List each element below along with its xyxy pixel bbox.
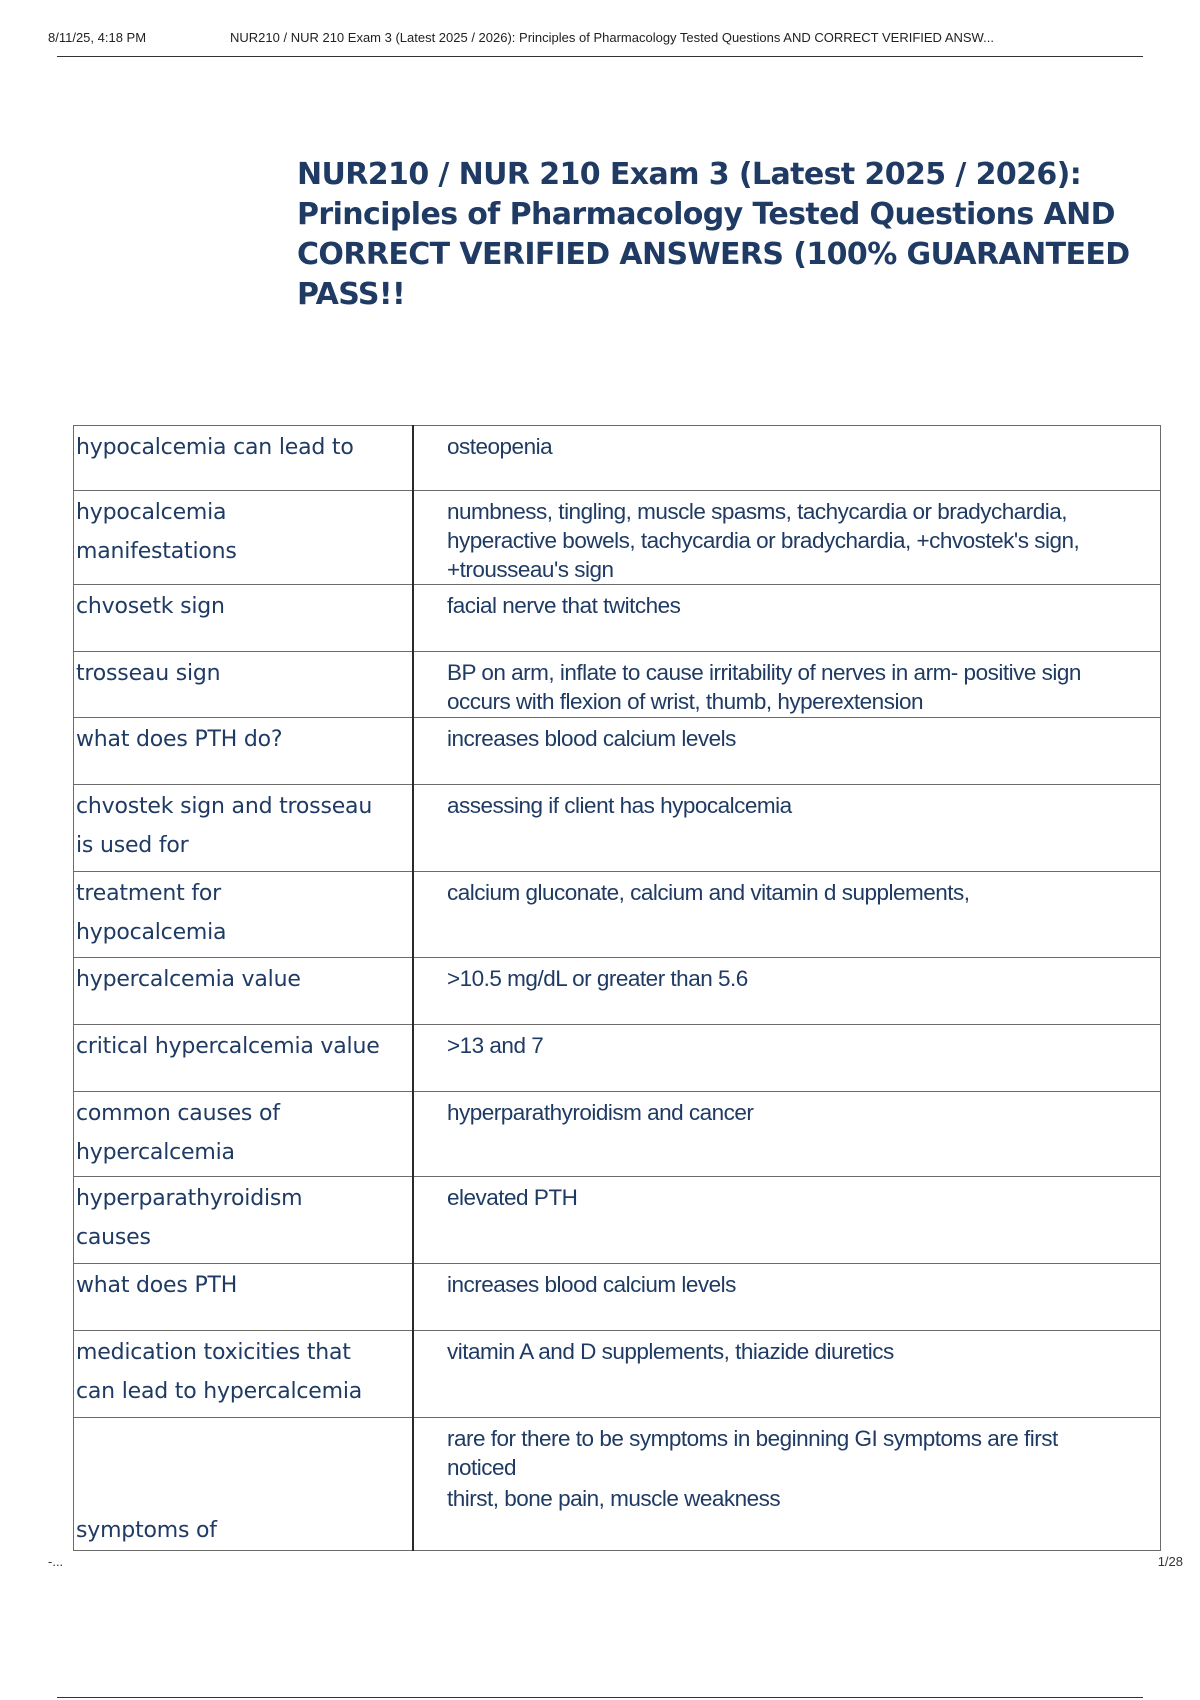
definition-cell: [413, 718, 1161, 785]
term-text: hypocalcemia can lead to: [76, 435, 354, 460]
definition-text: thirst, bone pain, muscle weakness: [447, 1486, 781, 1511]
print-page-title: NUR210 / NUR 210 Exam 3 (Latest 2025 / 2026): Principles of Pharmacology Tested Questions AND CORRECT VERIFIED ANSW...: [230, 30, 994, 45]
table-row: [74, 872, 1161, 958]
definition-cell: [413, 1264, 1161, 1331]
definition-cell: [413, 1418, 1161, 1551]
term-cell: [74, 1092, 414, 1177]
term-cell: [74, 585, 414, 652]
definition-cell: [413, 426, 1161, 491]
term-cell: [74, 872, 414, 958]
definition-cell: [413, 652, 1161, 718]
term-text: hypocalcemia: [76, 920, 227, 945]
term-cell: [74, 491, 414, 585]
definition-cell: [413, 491, 1161, 585]
table-row: [74, 1418, 1161, 1551]
term-text: what does PTH: [76, 1273, 238, 1298]
definition-text: elevated PTH: [447, 1185, 578, 1210]
term-text: hyperparathyroidism: [76, 1186, 303, 1211]
definition-text: occurs with flexion of wrist, thumb, hyperextension: [447, 689, 923, 714]
table-row: [74, 785, 1161, 872]
header-divider: [57, 56, 1143, 57]
term-text: medication toxicities that: [76, 1340, 351, 1365]
term-text: critical hypercalcemia value: [76, 1034, 380, 1059]
term-cell: [74, 718, 414, 785]
definition-text: BP on arm, inflate to cause irritability of nerves in arm- positive sign: [447, 660, 1081, 685]
term-cell: [74, 1025, 414, 1092]
table-row: [74, 958, 1161, 1025]
term-cell: [74, 1418, 414, 1551]
term-cell: [74, 426, 414, 491]
term-cell: [74, 1264, 414, 1331]
definition-text: vitamin A and D supplements, thiazide diuretics: [447, 1339, 894, 1364]
definition-cell: [413, 585, 1161, 652]
term-cell: [74, 958, 414, 1025]
table-row: [74, 652, 1161, 718]
term-text: causes: [76, 1225, 151, 1250]
definition-text: noticed: [447, 1455, 517, 1480]
term-text: hypercalcemia value: [76, 967, 301, 992]
definition-text: calcium gluconate, calcium and vitamin d supplements,: [447, 880, 970, 905]
definition-text: increases blood calcium levels: [447, 726, 736, 751]
definition-cell: [413, 785, 1161, 872]
definition-text: >10.5 mg/dL or greater than 5.6: [447, 966, 748, 991]
definition-text: facial nerve that twitches: [447, 593, 681, 618]
definition-cell: [413, 1092, 1161, 1177]
term-text: what does PTH do?: [76, 727, 283, 752]
table-row: [74, 1331, 1161, 1418]
table-row: [74, 718, 1161, 785]
term-text: is used for: [76, 833, 189, 858]
definition-cell: [413, 872, 1161, 958]
definition-text: +trousseau's sign: [447, 557, 614, 582]
flashcard-table: [73, 425, 1161, 1551]
table-row: [74, 1092, 1161, 1177]
definition-text: >13 and 7: [447, 1033, 544, 1058]
term-cell: [74, 1177, 414, 1264]
term-text: treatment for: [76, 881, 222, 906]
footer-divider: [57, 1697, 1143, 1698]
term-cell: [74, 785, 414, 872]
table-row: [74, 426, 1161, 491]
term-text: hypocalcemia: [76, 500, 227, 525]
term-cell: [74, 1331, 414, 1418]
document-title: NUR210 / NUR 210 Exam 3 (Latest 2025 / 2026): Principles of Pharmacology Tested Questions AND CORRECT VERIFIED ANSWERS (100% GUARANTEED PASS!!: [297, 157, 1130, 312]
definition-text: rare for there to be symptoms in beginning GI symptoms are first: [447, 1426, 1058, 1451]
definition-cell: [413, 1025, 1161, 1092]
table-row: [74, 1025, 1161, 1092]
definition-cell: [413, 958, 1161, 1025]
term-text: hypercalcemia: [76, 1140, 235, 1165]
table-row: [74, 585, 1161, 652]
term-text: manifestations: [76, 539, 237, 564]
term-text: can lead to hypercalcemia: [76, 1379, 363, 1404]
term-cell: [74, 652, 414, 718]
print-timestamp: 8/11/25, 4:18 PM: [48, 30, 147, 45]
term-text: chvosetk sign: [76, 594, 225, 619]
table-row: [74, 1177, 1161, 1264]
definition-text: osteopenia: [447, 434, 553, 459]
table-row: [74, 1264, 1161, 1331]
footer-url: -...: [48, 1554, 64, 1569]
table-row: [74, 491, 1161, 585]
definition-text: assessing if client has hypocalcemia: [447, 793, 792, 818]
definition-text: hyperactive bowels, tachycardia or bradychardia, +chvostek's sign,: [447, 528, 1080, 553]
definition-cell: [413, 1177, 1161, 1264]
definition-text: increases blood calcium levels: [447, 1272, 736, 1297]
definition-text: numbness, tingling, muscle spasms, tachycardia or bradychardia,: [447, 499, 1068, 524]
definition-text: hyperparathyroidism and cancer: [447, 1100, 754, 1125]
term-text: trosseau sign: [76, 661, 221, 686]
term-text: symptoms of: [76, 1518, 217, 1543]
term-text: common causes of: [76, 1101, 280, 1126]
page-number: 1/28: [1157, 1554, 1183, 1569]
definition-cell: [413, 1331, 1161, 1418]
browser-print-header: [48, 30, 1178, 50]
term-text: chvostek sign and trosseau: [76, 794, 373, 819]
